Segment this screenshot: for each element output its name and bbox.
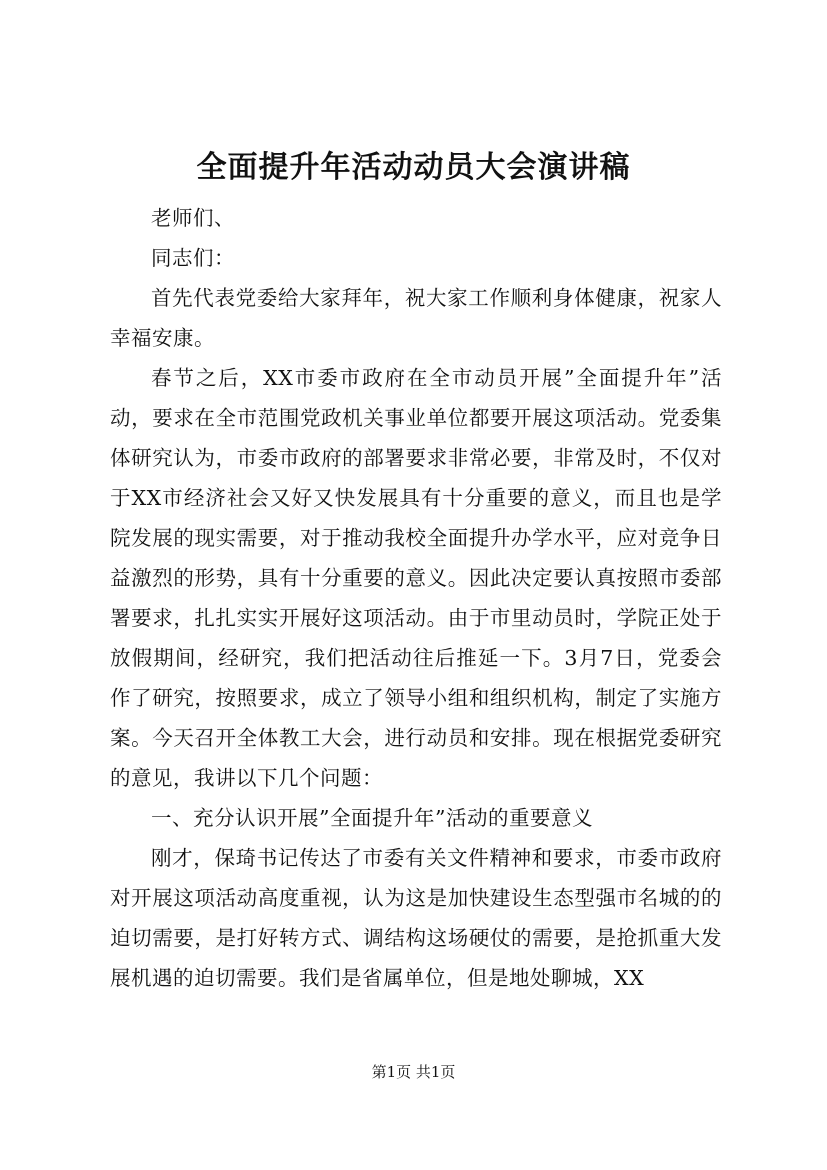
salutation-teachers: 老师们、: [151, 206, 235, 230]
document-title: 全面提升年活动动员大会演讲稿: [196, 150, 631, 185]
section-heading-1: 一、充分认识开展”全面提升年”活动的重要意义: [151, 806, 593, 830]
paragraph-background: 春节之后，XX市委市政府在全市动员开展”全面提升年”活动，要求在全市范围党政机关事业单位都要开展这项活动。党委集体研究认为，市委市政府的部署要求非常必要，非常及时，不仅对于XX市经济社会又好又快发展具有十分重要的意义，而且也是学院发展的现实需要，对于推动我校全面提升办学水平，应对竞争日益激烈的形势，具有十分重要的意义。因此决定要认真按照市委部署要求，扎扎实实开展好这项活动。由于市里动员时，学院正处于放假期间，经研究，我们把活动往后推延一下。3月7日，党委会作了研究，按照要求，成立了领导小组和组织机构，制定了实施方案。今天召开全体教工大会，进行动员和安排。现在根据党委研究的意见，我讲以下几个问题：: [110, 366, 722, 790]
page-footer: 第1页 共1页: [371, 1063, 456, 1081]
paragraph-greeting: 首先代表党委给大家拜年，祝大家工作顺利身体健康，祝家人幸福安康。: [110, 286, 722, 350]
salutation-comrades: 同志们：: [151, 246, 235, 270]
document-body: [110, 198, 722, 998]
paragraph-significance: 刚才，保琦书记传达了市委有关文件精神和要求，市委市政府对开展这项活动高度重视，认为这是加快建设生态型强市名城的的迫切需要，是打好转方式、调结构这场硬仗的需要，是抢抓重大发展机遇的迫切需要。我们是省属单位，但是地处聊城，XX: [110, 846, 722, 990]
